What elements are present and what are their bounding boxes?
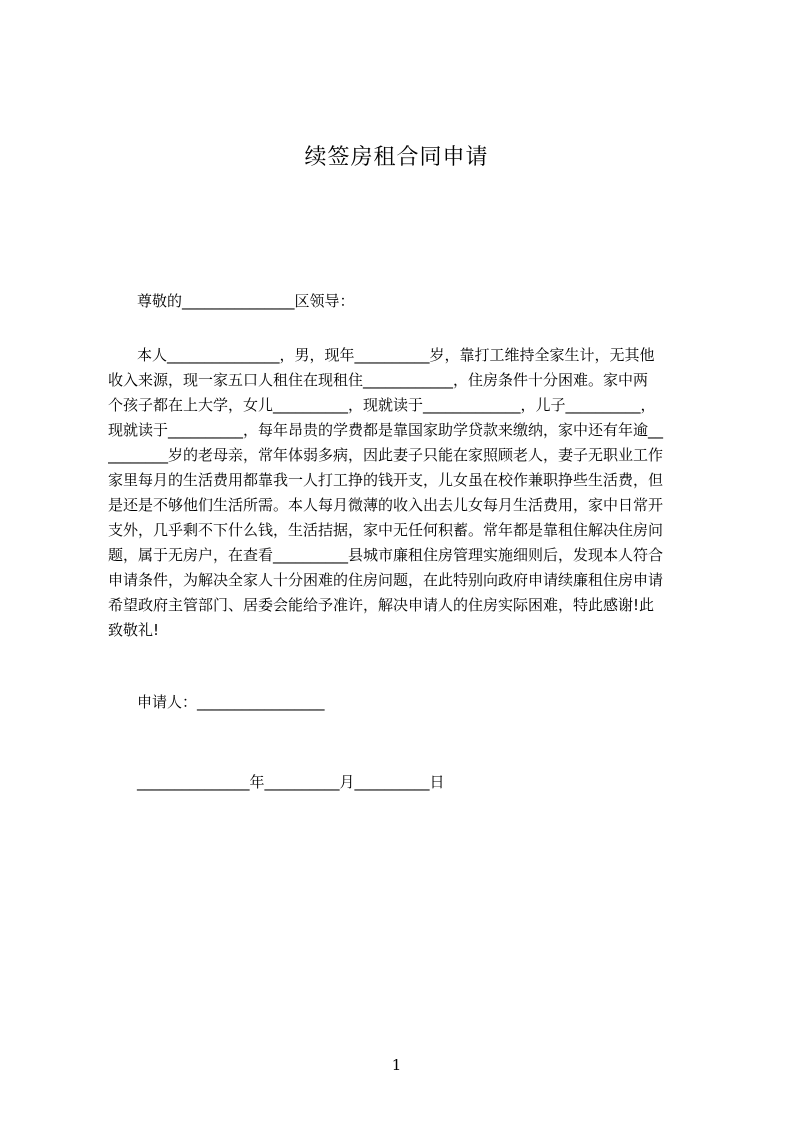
body-paragraph [108,343,700,643]
body-line: 家里每月的生活费用都靠我一人打工挣的钱开支，儿女虽在校作兼职挣些生活费，但 [108,471,664,489]
applicant-signature-line: 申请人：_________________ [137,693,325,711]
body-line: 致敬礼! [108,621,160,639]
body-line: 个孩子都在上大学，女儿__________，现就读于_____________，儿子__________， [108,396,656,414]
page-number: 1 [391,1056,402,1074]
body-line: ________岁的老母亲，常年体弱多病，因此妻子只能在家照顾老人，妻子无职业工作 [108,446,664,464]
document-title: 续签房租合同申请 [304,145,489,170]
body-line: 希望政府主管部门、居委会能给予准许，解决申请人的住房实际困难，特此感谢!此 [108,596,655,614]
body-line: 收入来源，现一家五口人租住在现租住____________，住房条件十分困难。家中两 [108,371,649,389]
body-line: 本人_______________，男，现年__________岁，靠打工维持全家生计，无其他 [137,346,655,364]
date-line: _______________年__________月__________日 [137,773,445,791]
body-line: 支外，几乎剩不下什么钱，生活拮据，家中无任何积蓄。常年都是靠租住解决住房问 [108,521,664,539]
body-line: 是还是不够他们生活所需。本人每月微薄的收入出去儿女每月生活费用，家中日常开 [108,496,664,514]
body-line: 申请条件，为解决全家人十分困难的住房问题，在此特别向政府申请续廉租住房申请 [108,571,664,589]
body-line: 现就读于__________，每年昂贵的学费都是靠国家助学贷款来缴纳，家中还有年逾__ [108,421,664,439]
body-line: 题，属于无房户，在查看__________县城市廉租住房管理实施细则后，发现本人符合 [108,546,664,564]
salutation: 尊敬的_______________区领导： [137,292,355,310]
